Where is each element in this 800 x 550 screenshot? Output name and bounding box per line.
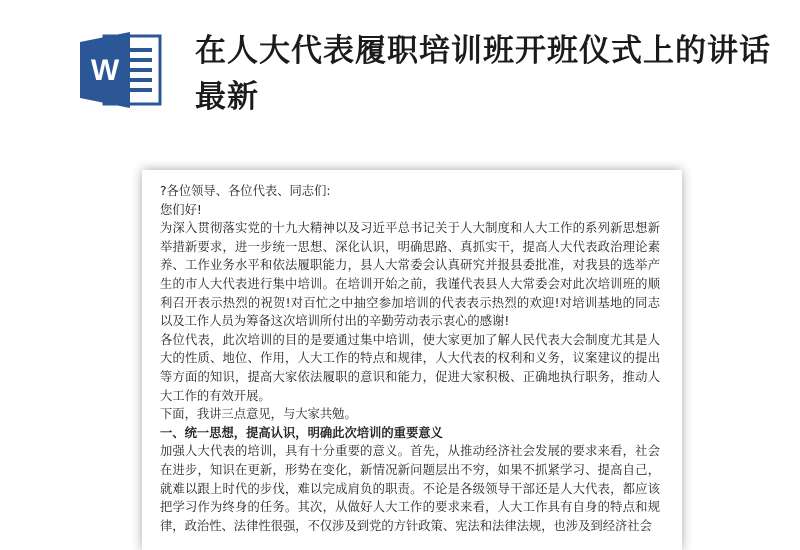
paragraph: ?各位领导、各位代表、同志们: bbox=[160, 184, 331, 198]
document-body bbox=[160, 182, 660, 535]
paragraph: 为深入贯彻落实党的十九大精神以及习近平总书记关于人大制度和人大工作的系列新思想新举措新要求，进一步统一思想、深化认识，明确思路、真抓实干，提高人大代表政治理论素养、工作业务水平和依法履职能力，县人大常委会认真研究并报县委批准，对我县的选举产生的市人大代表进行集中培训。在培训开始之前，我谨代表县人大常委会对此次培训班的顺利召开表示热烈的祝贺!对百忙之中抽空参加培训的代表表示热烈的欢迎!对培训基地的同志以及工作人员为筹备这次培训所付出的辛勤劳动表示衷心的感谢! bbox=[160, 221, 660, 329]
word-document-icon bbox=[78, 30, 164, 110]
document-title: 在人大代表履职培训班开班仪式上的讲话最新 bbox=[195, 33, 771, 115]
paragraph: 各位代表，此次培训的目的是要通过集中培训，使大家更加了解人民代表大会制度尤其是人大的性质、地位、作用，人大工作的特点和规律，人大代表的权利和义务，议案建议的提出等方面的知识，提高大家依法履职的意识和能力，促进大家积极、正确地执行职务，推动人大工作的有效开展。 bbox=[160, 332, 660, 403]
paragraph: 加强人大代表的培训，具有十分重要的意义。首先，从推动经济社会发展的要求来看，社会在进步，知识在更新，形势在变化，新情况新问题层出不穷，如果不抓紧学习、提高自己，就难以跟上时代的步伐，难以完成肩负的职责。不论是各级领导干部还是人大代表，都应该把学习作为终身的任务。其次，从做好人大工作的要求来看，人大工作具有自身的特点和规律，政治性、法律性很强，不仅涉及到党的方针政策、宪法和法律法规，也涉及到经济社会 bbox=[160, 444, 660, 533]
document-page[interactable] bbox=[142, 170, 682, 550]
svg-text:W: W bbox=[90, 54, 120, 87]
section-heading: 一、统一思想，提高认识，明确此次培训的重要意义 bbox=[160, 425, 443, 440]
paragraph: 下面，我讲三点意见，与大家共勉。 bbox=[160, 407, 357, 422]
paragraph: 您们好! bbox=[160, 202, 202, 217]
